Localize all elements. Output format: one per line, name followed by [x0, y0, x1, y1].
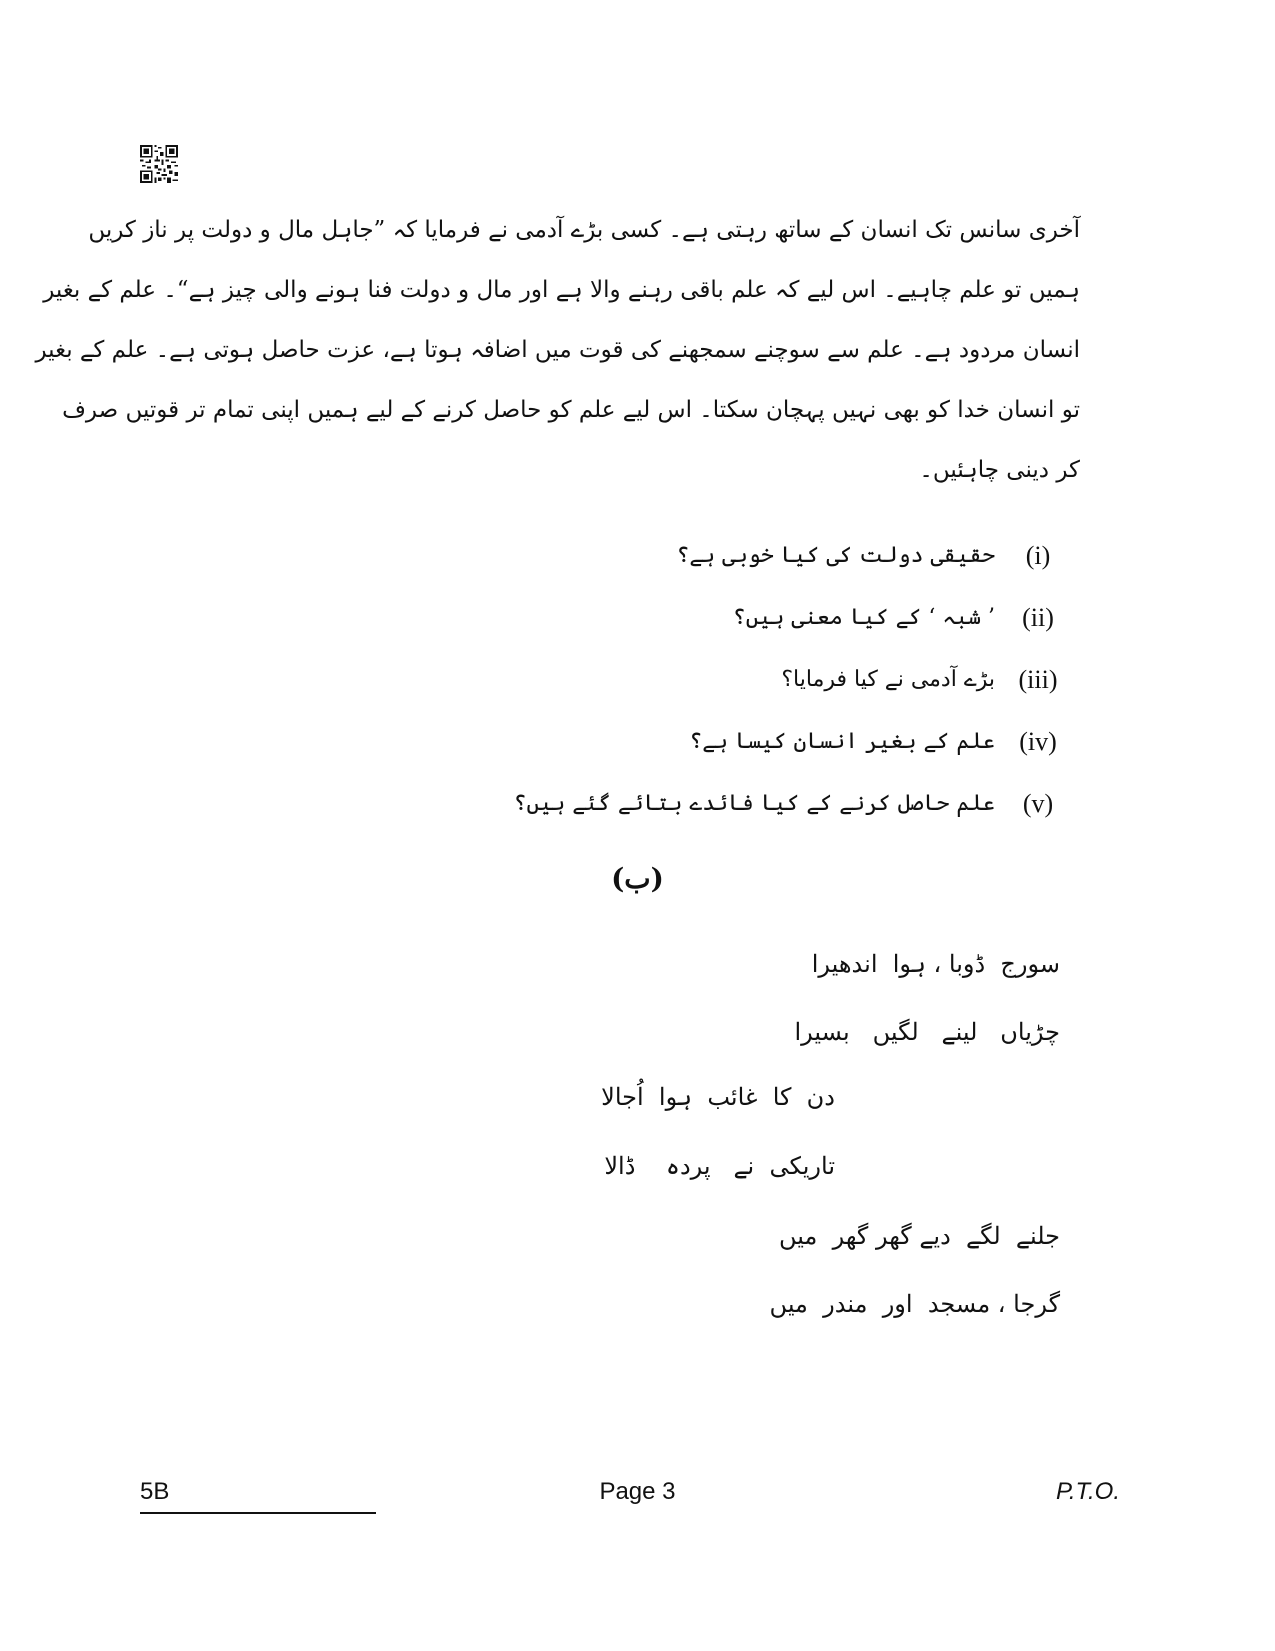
- question-text: ’ شبہ ‘ کے کیا معنی ہیں؟: [732, 605, 995, 630]
- question-number: (v): [1022, 789, 1054, 818]
- question-text: بڑے آدمی نے کیا فرمایا؟: [781, 667, 995, 692]
- passage-line: آخری سانس تک انسان کے ساتھ رہتی ہے۔ کسی بڑے آدمی نے فرمایا کہ ”جاہل مال و دولت پر ناز کریں: [88, 217, 1080, 243]
- question-item: [514, 649, 1067, 711]
- question-text: علم کے بغیر انسان کیسا ہے؟: [689, 729, 995, 754]
- poem-verse: گرجا ، مسجد اور مندر میں: [769, 1290, 1060, 1318]
- question-number: (ii): [1022, 603, 1054, 632]
- poem-verse: چڑیاں لینے لگیں بسیرا: [794, 1018, 1060, 1046]
- page-number: Page 3: [599, 1478, 676, 1505]
- passage-line: تو انسان خدا کو بھی نہیں پہچان سکتا۔ اس لیے علم کو حاصل کرنے کے لیے ہمیں اپنی تمام تر قوتیں صرف: [62, 397, 1080, 423]
- poem-verse: جلنے لگے دیے گھر گھر میں: [778, 1222, 1060, 1250]
- passage-line: کر دینی چاہئیں۔: [919, 457, 1080, 483]
- footer-rule: [140, 1512, 376, 1514]
- question-number: (i): [1025, 541, 1051, 570]
- question-item: [514, 711, 1067, 773]
- question-number: (iii): [1018, 665, 1058, 694]
- question-list: [514, 525, 1067, 835]
- paper-code: 5B: [140, 1478, 170, 1505]
- pto-label: P.T.O.: [1055, 1478, 1120, 1505]
- passage-line: انسان مردود ہے۔ علم سے سوچنے سمجھنے کی قوت میں اضافہ ہوتا ہے، عزت حاصل ہوتی ہے۔ علم کے بغیر: [35, 337, 1080, 363]
- passage-line: ہمیں تو علم چاہیے۔ اس لیے کہ علم باقی رہنے والا ہے اور مال و دولت فنا ہونے والی چیز ہے“۔ علم کے بغیر: [43, 277, 1080, 303]
- poem-verse: تاریکی نے پردہ ڈالا: [604, 1152, 835, 1180]
- qr-code: [140, 145, 178, 183]
- poem-verse: دن کا غائب ہوا اُجالا: [601, 1083, 835, 1111]
- passage: [35, 200, 1080, 500]
- poem-verse: سورج ڈوبا ، ہوا اندھیرا: [811, 950, 1060, 978]
- question-text: حقیقی دولت کی کیا خوبی ہے؟: [676, 543, 995, 568]
- question-item: [514, 525, 1067, 587]
- question-item: [514, 773, 1067, 835]
- section-heading: (ب): [611, 862, 664, 895]
- question-item: [514, 587, 1067, 649]
- question-text: علم حاصل کرنے کے کیا فائدے بتائے گئے ہیں؟: [513, 791, 995, 816]
- question-number: (iv): [1019, 727, 1057, 756]
